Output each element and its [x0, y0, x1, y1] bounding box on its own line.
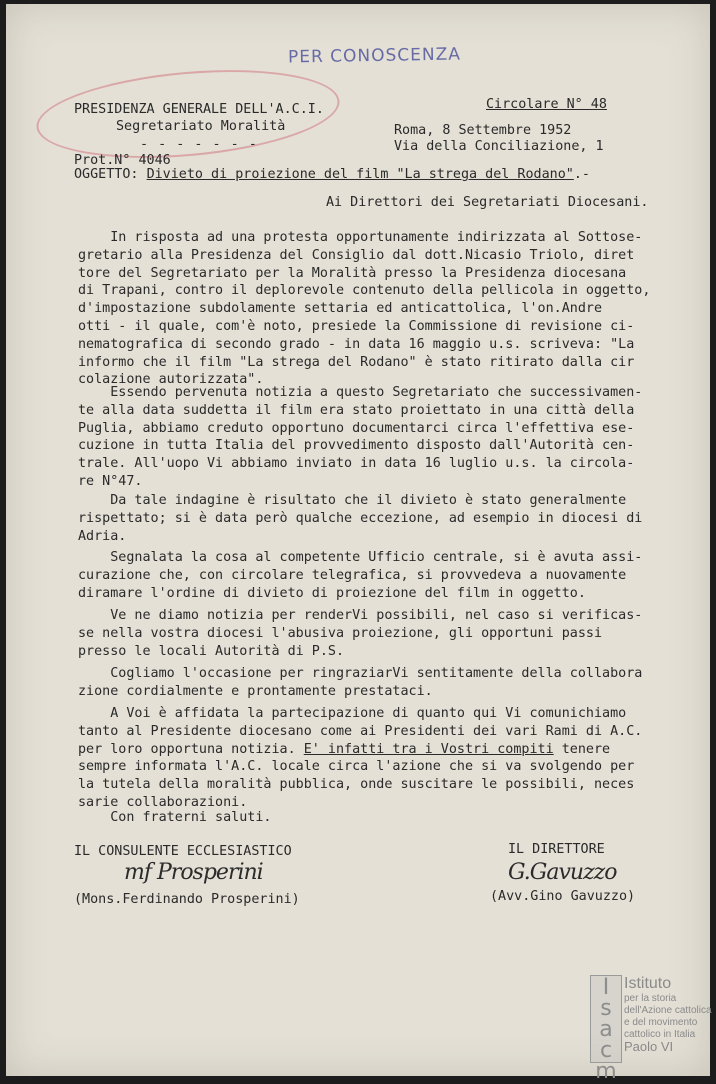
p6-line: Cogliamo l'occasione per ringraziarVi sentitamente della collabora	[78, 666, 643, 681]
header-dashes: - - - - - - -	[140, 137, 258, 152]
p1-line: di Trapani, contro il deplorevole contenuto della pellicola in oggetto,	[78, 283, 651, 299]
right-handwritten-signature: G.Gavuzzo	[508, 860, 617, 885]
p2-line: te alla data suddetta il film era stato proiettato in una città della	[78, 402, 635, 418]
paragraph-5	[78, 607, 678, 660]
p2-line: cuzione in tutta Italia del provvedimento disposto dall'Autorità cen-	[78, 438, 635, 454]
p1-line: nematografica di secondo grado - in data 16 maggio u.s. scriveva: "La	[78, 336, 635, 352]
document-page	[6, 4, 710, 1076]
circolare-number: Circolare N° 48	[486, 97, 607, 112]
logo-letter: s	[600, 996, 612, 1021]
org-line1: PRESIDENZA GENERALE DELL'A.C.I.	[74, 102, 324, 117]
p7-line: tanto al Presidente diocesano come ai Presidenti dei vari Rami di A.C.	[78, 723, 643, 739]
p2-line: Essendo pervenuta notizia a questo Segretariato che successivamen-	[78, 385, 643, 400]
p1-line: gretario alla Presidenza del Consiglio dal dott.Nicasio Triolo, diret	[78, 247, 635, 263]
underlined-phrase: E' infatti tra i Vostri compiti	[303, 741, 554, 757]
p4-line: diramare l'ordine di divieto di proiezione del film in oggetto.	[78, 585, 586, 601]
oggetto-tail: .-	[573, 167, 590, 182]
oggetto-text: Divieto di proiezione del film "La strega del Rodano"	[146, 167, 574, 182]
logo-letter: m	[595, 1059, 617, 1084]
p4-line: curazione che, con circolare telegrafica, si provvedeva a nuovamente	[78, 567, 627, 583]
p6-line: zione cordialmente e prontamente prestataci.	[78, 683, 433, 699]
paragraph-7	[78, 705, 678, 812]
p1-line: d'impostazione subdolamente settaria ed anticattolica, l'on.Andre	[78, 301, 603, 317]
logo-letter: I	[602, 975, 610, 1000]
p5-line: se nella vostra diocesi l'abusiva proiezione, gli opportuni passi	[78, 625, 603, 641]
left-signatory-name: (Mons.Ferdinando Prosperini)	[74, 892, 300, 907]
p7-line: per loro opportuna notizia. E' infatti tra i Vostri compiti tenere	[78, 741, 611, 757]
paragraph-6	[78, 665, 678, 701]
oggetto-label: OGGETTO:	[74, 167, 139, 182]
p1-line: colazione autorizzata".	[78, 372, 264, 388]
per-conoscenza-stamp: PER CONOSCENZA	[287, 44, 462, 68]
protocol-number: Prot.N° 4046	[74, 153, 171, 168]
p4-line: Segnalata la cosa al competente Ufficio centrale, si è avuta assi-	[78, 550, 643, 565]
paragraph-2	[78, 384, 678, 491]
address: Via della Conciliazione, 1	[394, 139, 604, 154]
p1-line: otti - il quale, com'è noto, presiede la Commissione di revisione ci-	[78, 318, 635, 334]
p2-line: trale. All'uopo Vi abbiamo inviato in data 16 luglio u.s. la circola-	[78, 456, 635, 472]
p7-line: la tutela della moralità pubblica, onde suscitare le possibili, neces	[78, 777, 635, 793]
p7-line: sarie collaborazioni.	[78, 794, 248, 810]
p1-line: In risposta ad una protesta opportunamente indirizzata al Sottose-	[78, 230, 643, 245]
org-line2: Segretariato Moralità	[116, 119, 286, 134]
p3-line: rispettato; si è data però qualche eccezione, ad esempio in diocesi di	[78, 510, 643, 526]
p5-line: presso le locali Autorità di P.S.	[78, 643, 345, 659]
logo-letters	[592, 977, 620, 1082]
paragraph-1	[78, 229, 678, 389]
p3-line: Da tale indagine è risultato che il divieto è stato generalmente	[78, 493, 627, 508]
right-signatory-name: (Avv.Gino Gavuzzo)	[490, 889, 636, 904]
right-signatory-title: IL DIRETTORE	[508, 842, 605, 857]
logo-letter: a	[599, 1017, 613, 1042]
p2-line: Puglia, abbiamo creduto opportuno documentarci circa l'effettiva ese-	[78, 420, 635, 436]
p7-line: sempre informata l'A.C. locale circa l'azione che si va svolgendo per	[78, 759, 635, 775]
logo-letter: c	[599, 1038, 613, 1063]
p5-line: Ve ne diamo notizia per renderVi possibili, nel caso si verificas-	[78, 608, 643, 623]
left-signatory-title: IL CONSULENTE ECCLESIASTICO	[74, 844, 292, 859]
place-date: Roma, 8 Settembre 1952	[394, 123, 572, 138]
p1-line: tore del Segretariato per la Moralità presso la Presidenza diocesana	[78, 265, 627, 281]
recipient-line: Ai Direttori dei Segretariati Diocesani.	[326, 195, 649, 210]
closing-greeting: Con fraterni saluti.	[78, 810, 272, 825]
p2-line: re N°47.	[78, 473, 143, 489]
p3-line: Adria.	[78, 528, 127, 544]
left-handwritten-signature: mf Prosperini	[124, 860, 263, 885]
oggetto-line	[74, 167, 590, 182]
p1-line: informo che il film "La strega del Rodano" è stato ritirato dalla cir	[78, 354, 635, 370]
p7-line: A Voi è affidata la partecipazione di quanto qui Vi comunichiamo	[78, 706, 627, 721]
paragraph-3	[78, 492, 678, 545]
paragraph-4	[78, 549, 678, 602]
logo-text: Istituto per la storia dell'Azione cattolica e del movimento cattolico in Italia Paolo VI	[624, 975, 712, 1054]
isacem-logo	[590, 975, 714, 1084]
